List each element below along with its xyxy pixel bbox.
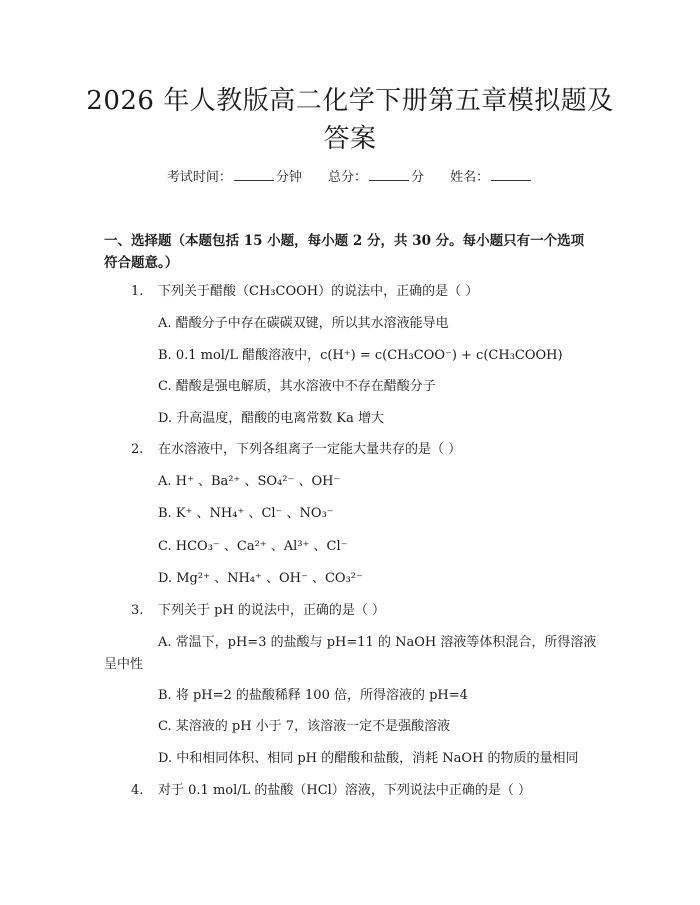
question-3-stem: 下列关于 pH 的说法中，正确的是（ ） xyxy=(158,603,386,618)
question-1-stem: 下列关于醋酸（CH₃COOH）的说法中，正确的是（ ） xyxy=(158,284,479,299)
question-1-number: 1. xyxy=(131,284,144,299)
question-1-option-a: A. 醋酸分子中存在碳碳双键，所以其水溶液能导电 xyxy=(158,316,449,331)
section-heading: 一、选择题（本题包括 15 小题，每小题 2 分，共 30 分。每小题只有一个选项符合题意。） xyxy=(104,233,585,271)
total-score-blank xyxy=(369,168,409,181)
exam-info xyxy=(0,168,700,188)
exam-time-field xyxy=(167,168,302,188)
question-1-option-b: B. 0.1 mol/L 醋酸溶液中，c(H⁺) = c(CH₃COO⁻) + c(CH₃COOH) xyxy=(158,348,563,363)
exam-time-label: 考试时间： xyxy=(166,170,232,185)
question-2-option-a: A. H⁺ 、Ba²⁺ 、SO₄²⁻ 、OH⁻ xyxy=(158,474,341,489)
question-1-option-c: C. 醋酸是强电解质，其水溶液中不存在醋酸分子 xyxy=(158,379,436,394)
question-3-option-a xyxy=(104,632,604,676)
question-2-option-c: C. HCO₃⁻ 、Ca²⁺ 、Al³⁺ 、Cl⁻ xyxy=(158,539,348,554)
total-score-unit: 分 xyxy=(411,170,425,185)
question-3-option-d: D. 中和相同体积、相同 pH 的醋酸和盐酸，消耗 NaOH 的物质的量相同 xyxy=(158,751,579,766)
student-name-blank xyxy=(491,168,531,181)
question-3-option-c: C. 某溶液的 pH 小于 7，该溶液一定不是强酸溶液 xyxy=(158,719,451,734)
student-name-label: 姓名： xyxy=(450,170,490,185)
question-2-option-d: D. Mg²⁺ 、NH₄⁺ 、OH⁻ 、CO₃²⁻ xyxy=(158,571,363,586)
question-3-option-b: B. 将 pH=2 的盐酸稀释 100 倍，所得溶液的 pH=4 xyxy=(158,688,468,703)
student-name-field xyxy=(450,168,533,188)
question-2-number: 2. xyxy=(131,442,144,457)
question-3-number: 3. xyxy=(131,603,144,618)
question-1-option-d: D. 升高温度，醋酸的电离常数 Ka 增大 xyxy=(158,411,384,426)
total-score-field xyxy=(328,168,424,188)
total-score-label: 总分： xyxy=(327,170,367,185)
document-title: 2026 年人教版高二化学下册第五章模拟题及答案 xyxy=(86,86,614,154)
exam-time-unit: 分钟 xyxy=(275,170,302,185)
question-4-number: 4. xyxy=(131,783,144,798)
exam-time-blank xyxy=(234,168,274,181)
question-4-stem: 对于 0.1 mol/L 的盐酸（HCl）溶液，下列说法中正确的是（ ） xyxy=(158,783,531,798)
question-2-stem: 在水溶液中，下列各组离子一定能大量共存的是（ ） xyxy=(158,442,462,457)
question-2-option-b: B. K⁺ 、NH₄⁺ 、Cl⁻ 、NO₃⁻ xyxy=(158,506,334,521)
question-3-option-a-text: A. 常温下，pH=3 的盐酸与 pH=11 的 NaOH 溶液等体积混合，所得溶液呈中性 xyxy=(104,635,597,672)
